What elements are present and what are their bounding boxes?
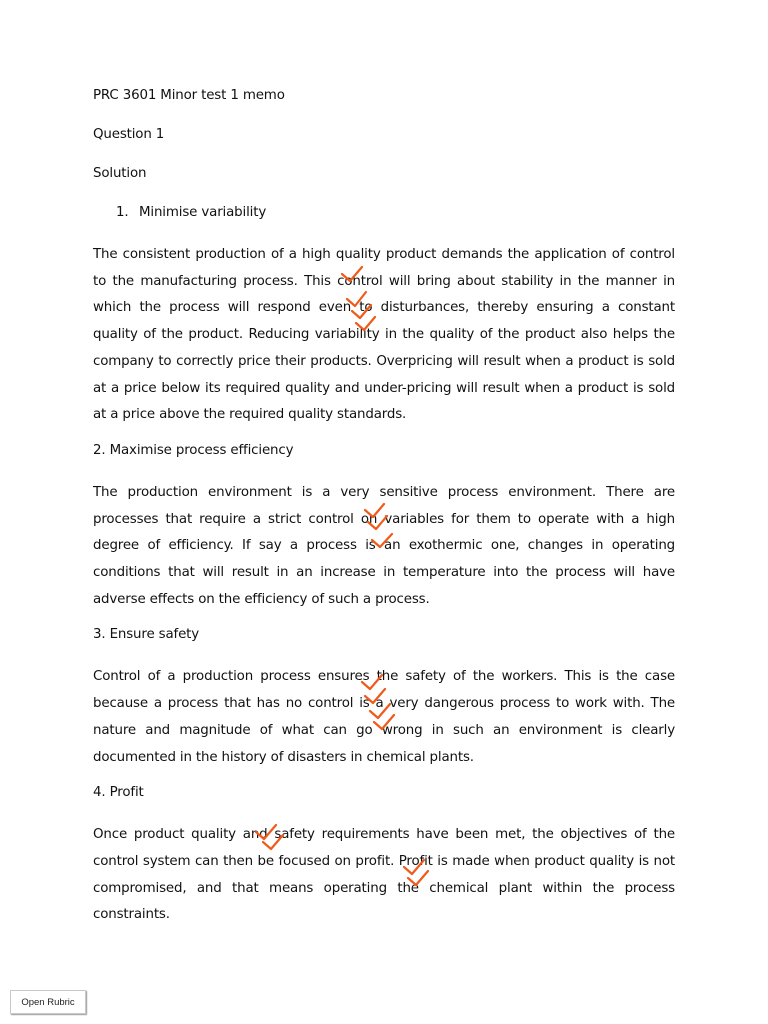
section-1-heading (93, 203, 675, 223)
section-2-heading: 2. Maximise process efficiency (93, 442, 294, 458)
section-4-heading: 4. Profit (93, 785, 144, 801)
open-rubric-button[interactable]: Open Rubric (10, 990, 86, 1014)
section-3-paragraph: Control of a production process ensures the safety of the workers. This is the case because a process that has no control is a very dangerous process to work with. The nature and magnitude of what can go wrong in such an environment is clearly documented in the history of disasters in chemical plants. (93, 669, 675, 765)
question-heading: Question 1 (93, 127, 165, 142)
memo-document (93, 86, 675, 941)
section-4-paragraph: Once product quality and safety requirements have been met, the objectives of the control system can then be focused on profit. Profit is made when product quality is not compromised, and that means operating the chemical plant within the process constraints. (93, 827, 675, 923)
section-1-paragraph: The consistent production of a high quality product demands the application of control to the manufacturing process. This control will bring about stability in the manner in which the process will respond even to disturbances, thereby ensuring a constant quality of the product. Reducing variability in the quality of the product also helps the company to correctly price their products. Overpricing will result when a product is sold at a price below its required quality and under-pricing will result when a product is sold at a price above the required quality standards. (93, 247, 675, 423)
section-2-paragraph: The production environment is a very sensitive process environment. There are processes that require a strict control on variables for them to operate with a high degree of efficiency. If say a process is an exothermic one, changes in operating conditions that will result in an increase in temperature into the process will have adverse effects on the efficiency of such a process. (93, 484, 675, 607)
document-title: PRC 3601 Minor test 1 memo (93, 88, 285, 103)
section-3-heading: 3. Ensure safety (93, 627, 200, 643)
section-1-heading-text: Minimise variability (139, 205, 267, 220)
section-1-number: 1. (116, 205, 129, 220)
solution-heading: Solution (93, 166, 147, 181)
